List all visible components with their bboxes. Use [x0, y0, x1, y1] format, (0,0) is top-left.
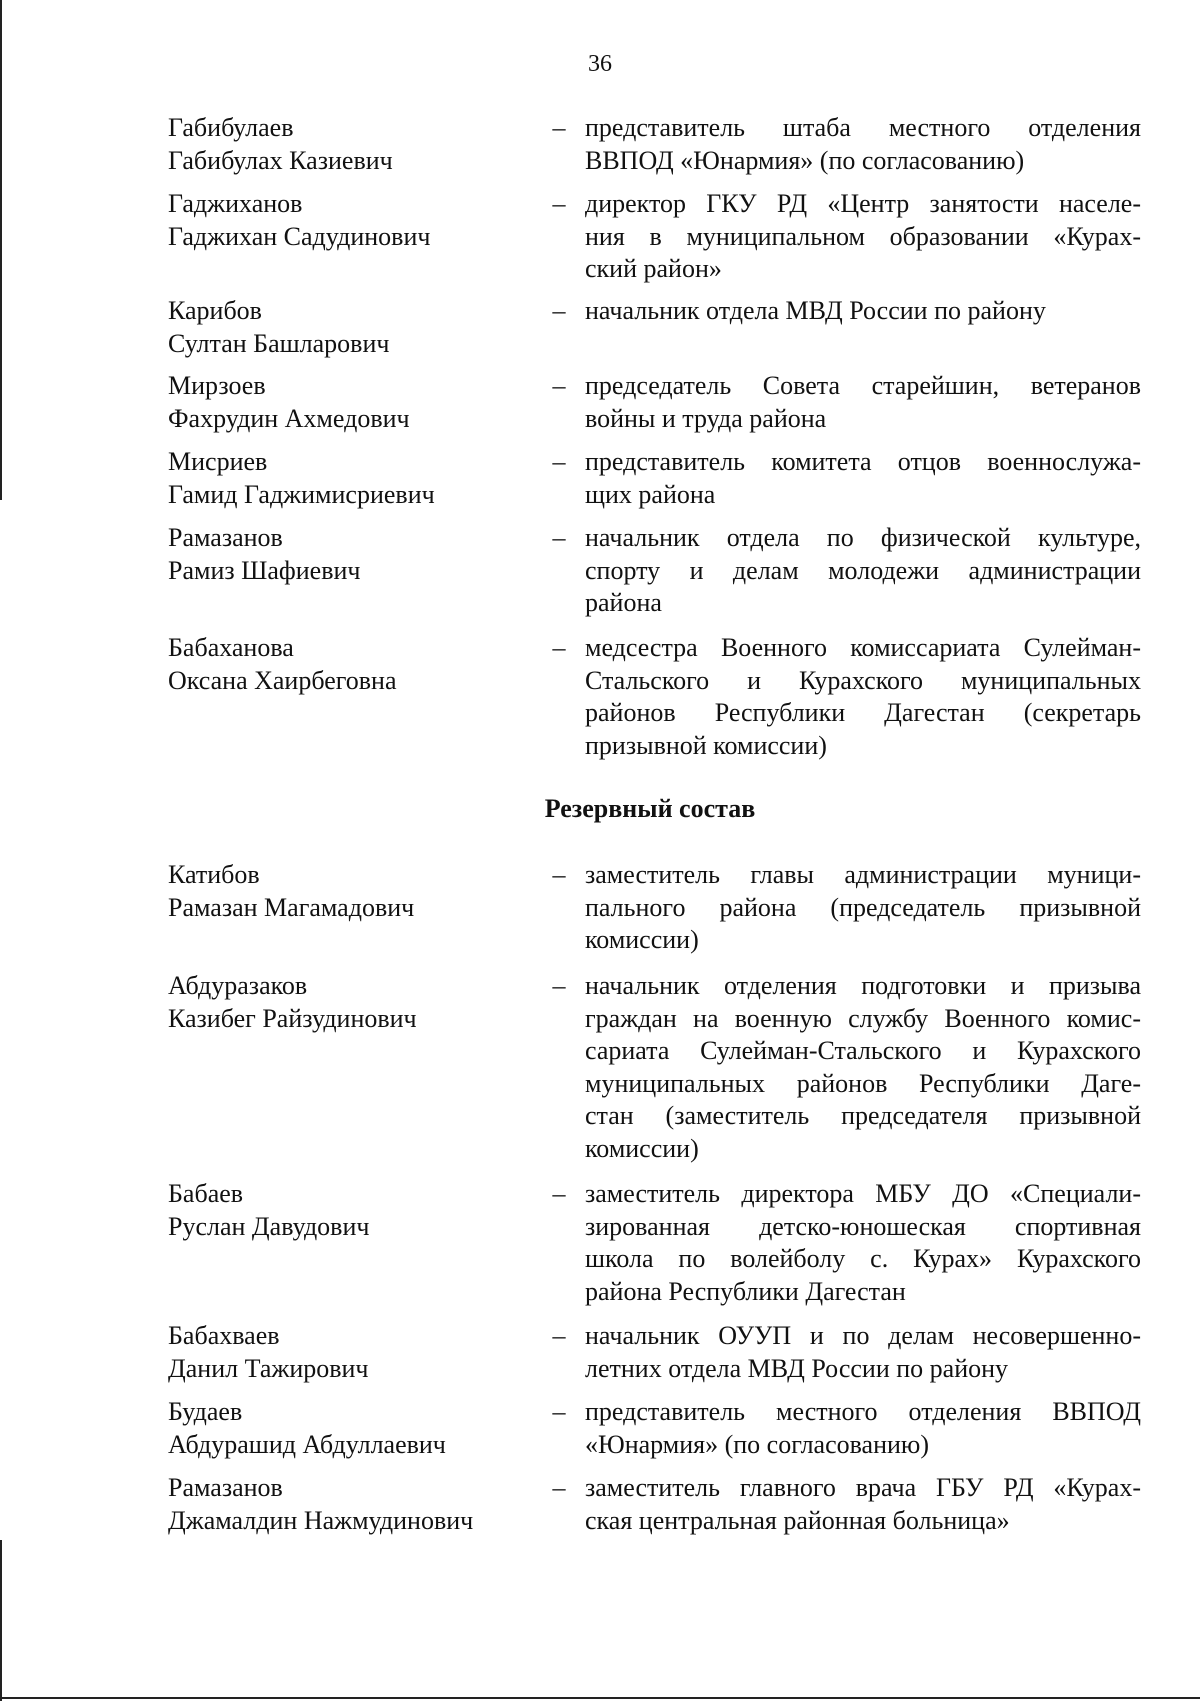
position-line: Стальского и Курахского муниципальных [585, 665, 1141, 695]
position-line: щих района [585, 479, 716, 509]
member-surname: Карибов [168, 296, 262, 325]
position-line: заместитель главного врача ГБУ РД «Курах- [585, 1473, 1141, 1502]
scan-edge-left-bottom [0, 1540, 2, 1701]
member-name [168, 1178, 528, 1243]
entry-dash: – [552, 371, 566, 400]
position-line: начальник отдела по физической культуре, [585, 523, 1141, 552]
position-line: граждан на военную службу Военного комис- [585, 1003, 1141, 1033]
position-line: председатель Совета старейшин, ветеранов [585, 371, 1141, 400]
scan-edge-left-top [0, 0, 2, 500]
position-line: войны и труда района [585, 403, 827, 433]
member-surname: Мирзоев [168, 371, 266, 400]
member-given-names: Руслан Давудович [168, 1211, 370, 1241]
entry-dash: – [552, 860, 566, 889]
member-name [168, 295, 528, 360]
position-line: медсестра Военного комиссариата Сулейман- [585, 633, 1141, 662]
entry-dash: – [552, 1397, 566, 1426]
member-position [585, 522, 1141, 620]
member-position [585, 1178, 1141, 1308]
position-line: районов Республики Дагестан (секретарь [585, 698, 1141, 727]
member-name [168, 970, 528, 1035]
member-given-names: Абдурашид Абдуллаевич [168, 1429, 446, 1459]
member-given-names: Рамазан Магамадович [168, 892, 415, 922]
entry-dash: – [552, 633, 566, 662]
member-surname: Габибулаев [168, 113, 294, 142]
member-name [168, 522, 528, 587]
member-position [585, 188, 1141, 286]
position-line: начальник отделения подготовки и призыва [585, 971, 1141, 1000]
member-name [168, 446, 528, 511]
position-line: заместитель главы администрации муници- [585, 860, 1141, 889]
member-given-names: Рамиз Шафиевич [168, 555, 361, 585]
position-line: спорту и делам молодежи администрации [585, 555, 1141, 585]
position-line: начальник ОУУП и по делам несовершенно- [585, 1321, 1141, 1350]
position-line: района [585, 588, 662, 617]
member-surname: Мисриев [168, 447, 268, 476]
entry-dash: – [552, 113, 566, 142]
member-name [168, 112, 528, 177]
entry-dash: – [552, 447, 566, 476]
position-line: представитель штаба местного отделения [585, 113, 1141, 142]
position-line: «Юнармия» (по согласованию) [585, 1429, 930, 1459]
entry-dash: – [552, 296, 566, 325]
position-line: муниципальных районов Республики Даге- [585, 1068, 1141, 1098]
position-line: сариата Сулейман-Стальского и Курахского [585, 1036, 1141, 1065]
member-surname: Бабаев [168, 1179, 244, 1208]
member-position [585, 1396, 1141, 1461]
member-surname: Будаев [168, 1397, 243, 1426]
member-position [585, 1472, 1141, 1537]
member-name [168, 370, 528, 435]
position-line: призывной комиссии) [585, 730, 827, 760]
member-surname: Гаджиханов [168, 189, 303, 218]
position-line: представитель местного отделения ВВПОД [585, 1397, 1141, 1426]
position-line: летних отдела МВД России по району [585, 1353, 1009, 1383]
member-position [585, 859, 1141, 957]
position-line: начальник отдела МВД России по району [585, 296, 1046, 325]
member-given-names: Данил Тажирович [168, 1353, 369, 1383]
member-given-names: Джамалдин Нажмудинович [168, 1505, 474, 1535]
member-given-names: Гамид Гаджимисриевич [168, 479, 435, 509]
member-name [168, 859, 528, 924]
position-line: ВВПОД «Юнармия» (по согласованию) [585, 145, 1025, 175]
member-surname: Рамазанов [168, 523, 283, 552]
position-line: зированная детско-юношеская спортивная [585, 1211, 1141, 1241]
position-line: ния в муниципальном образовании «Курах- [585, 221, 1141, 251]
member-position [585, 295, 1141, 328]
member-name [168, 1472, 528, 1537]
position-line: школа по волейболу с. Курах» Курахского [585, 1244, 1141, 1273]
position-line: стан (заместитель председателя призывной [585, 1101, 1141, 1130]
position-line: района Республики Дагестан [585, 1276, 906, 1306]
position-line: ская центральная районная больница» [585, 1505, 1010, 1535]
member-surname: Абдуразаков [168, 971, 308, 1000]
member-given-names: Султан Башларович [168, 328, 390, 358]
position-line: комиссии) [585, 925, 699, 954]
page-number: 36 [588, 51, 612, 77]
member-name [168, 188, 528, 253]
position-line: директор ГКУ РД «Центр занятости населе- [585, 189, 1141, 218]
scan-edge-bottom [0, 1697, 1200, 1699]
member-position [585, 370, 1141, 435]
member-position [585, 632, 1141, 762]
member-position [585, 1320, 1141, 1385]
position-line: пального района (председатель призывной [585, 892, 1141, 922]
position-line: комиссии) [585, 1133, 699, 1163]
entry-dash: – [552, 1179, 566, 1208]
position-line: представитель комитета отцов военнослужа- [585, 447, 1141, 476]
member-position [585, 446, 1141, 511]
member-given-names: Фахрудин Ахмедович [168, 403, 410, 433]
entry-dash: – [552, 189, 566, 218]
position-line: заместитель директора МБУ ДО «Специали- [585, 1179, 1141, 1208]
entry-dash: – [552, 1321, 566, 1350]
member-given-names: Габибулах Казиевич [168, 145, 393, 175]
entry-dash: – [552, 1473, 566, 1502]
position-line: ский район» [585, 254, 722, 283]
member-surname: Бабахваев [168, 1321, 280, 1350]
member-given-names: Гаджихан Садудинович [168, 221, 431, 251]
member-name [168, 1320, 528, 1385]
entry-dash: – [552, 971, 566, 1000]
member-given-names: Оксана Хаирбеговна [168, 665, 397, 695]
entry-dash: – [552, 523, 566, 552]
member-given-names: Казибег Райзудинович [168, 1003, 417, 1033]
reserve-section-title: Резервный состав [544, 794, 756, 823]
member-position [585, 970, 1141, 1165]
member-name [168, 1396, 528, 1461]
member-name [168, 632, 528, 697]
member-position [585, 112, 1141, 177]
member-surname: Бабаханова [168, 633, 294, 662]
member-surname: Рамазанов [168, 1473, 283, 1502]
member-surname: Катибов [168, 860, 260, 889]
